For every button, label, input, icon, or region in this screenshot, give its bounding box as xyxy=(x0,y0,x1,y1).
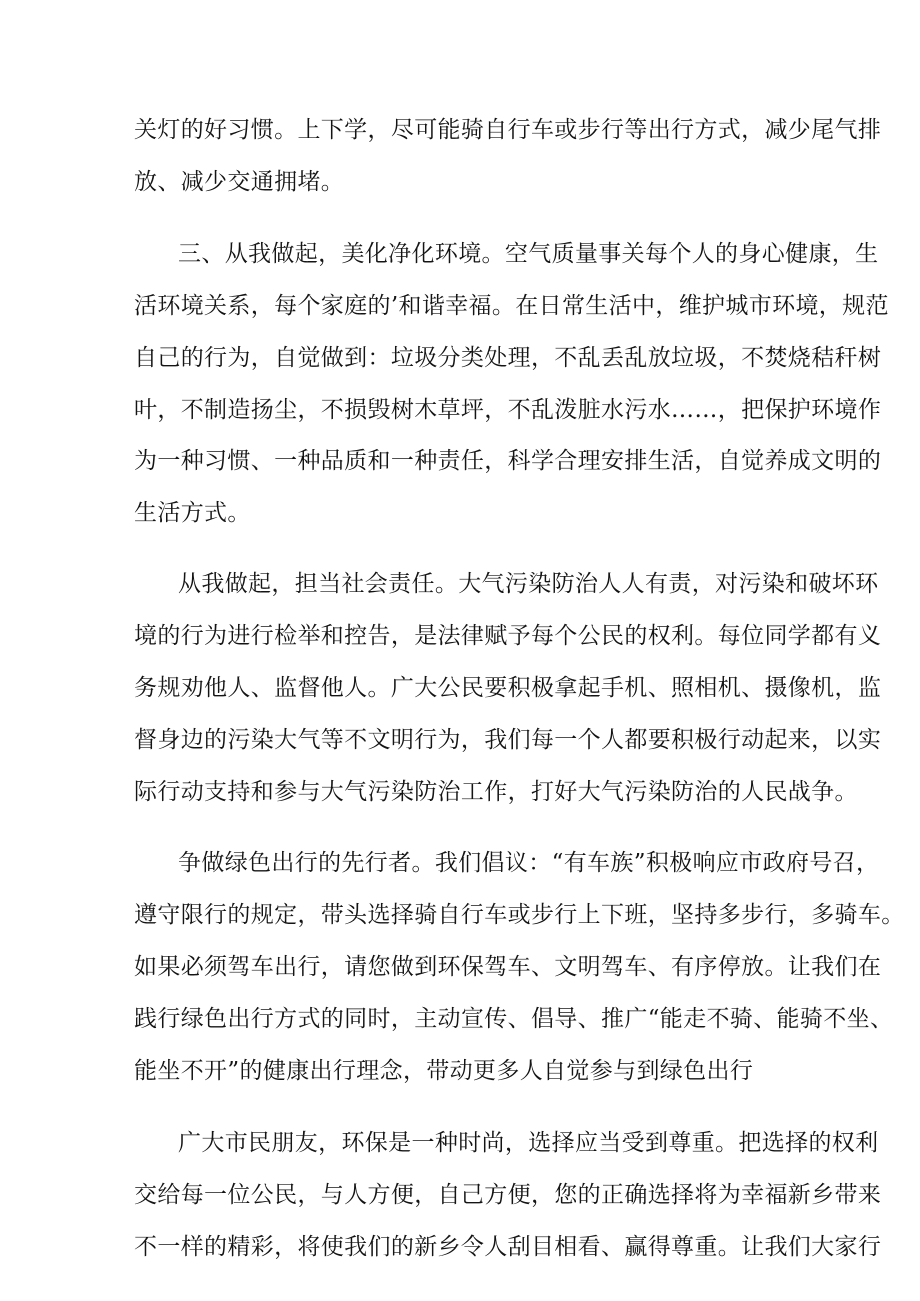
paragraph-line: 能坐不开”的健康出行理念，带动更多人自觉参与到绿色出行 xyxy=(134,1058,754,1084)
paragraph-line: 交给每一位公民，与人方便，自己方便，您的正确选择将为幸福新乡带来 xyxy=(134,1182,882,1208)
paragraph-line: 遵守限行的规定，带头选择骑自行车或步行上下班，坚持多步行，多骑车。 xyxy=(134,902,905,928)
paragraph-line: 关灯的好习惯。上下学，尽可能骑自行车或步行等出行方式，减少尾气排 xyxy=(134,117,882,143)
paragraph-line: 生活方式。 xyxy=(134,500,251,526)
paragraph-line: 活环境关系，每个家庭的’和谐幸福。在日常生活中，维护城市环境，规范 xyxy=(134,293,889,319)
paragraph-line: 务规劝他人、监督他人。广大公民要积极拿起手机、照相机、摄像机，监 xyxy=(134,675,882,701)
paragraph-line: 如果必须驾车出行，请您做到环保驾车、文明驾车、有序停放。让我们在 xyxy=(134,954,882,980)
paragraph-line: 争做绿色出行的先行者。我们倡议：“有车族”积极响应市政府号召， xyxy=(178,850,880,876)
paragraph-line: 不一样的精彩，将使我们的新乡令人刮目相看、赢得尊重。让我们大家行 xyxy=(134,1234,882,1260)
paragraph-line: 从我做起，担当社会责任。大气污染防治人人有责，对污染和破坏环 xyxy=(178,571,879,597)
paragraph-line: 为一种习惯、一种品质和一种责任，科学合理安排生活，自觉养成文明的 xyxy=(134,448,882,474)
paragraph-line: 际行动支持和参与大气污染防治工作，打好大气污染防治的人民战争。 xyxy=(134,779,858,805)
paragraph-line: 广大市民朋友，环保是一种时尚，选择应当受到尊重。把选择的权利 xyxy=(178,1130,879,1156)
paragraph-line: 督身边的污染大气等不文明行为，我们每一个人都要积极行动起来，以实 xyxy=(134,727,882,753)
paragraph-line: 自己的行为，自觉做到：垃圾分类处理，不乱丢乱放垃圾，不焚烧秸秆树 xyxy=(134,345,882,371)
paragraph-line: 叶，不制造扬尘，不损毁树木草坪，不乱泼脏水污水……，把保护环境作 xyxy=(134,397,882,423)
paragraph-line: 境的行为进行检举和控告，是法律赋予每个公民的权利。每位同学都有义 xyxy=(134,623,882,649)
paragraph-line: 放、减少交通拥堵。 xyxy=(134,169,345,195)
paragraph-line: 践行绿色出行方式的同时，主动宣传、倡导、推广“能走不骑、能骑不坐、 xyxy=(134,1006,894,1032)
paragraph-line: 三、从我做起，美化净化环境。空气质量事关每个人的身心健康，生 xyxy=(178,241,879,267)
